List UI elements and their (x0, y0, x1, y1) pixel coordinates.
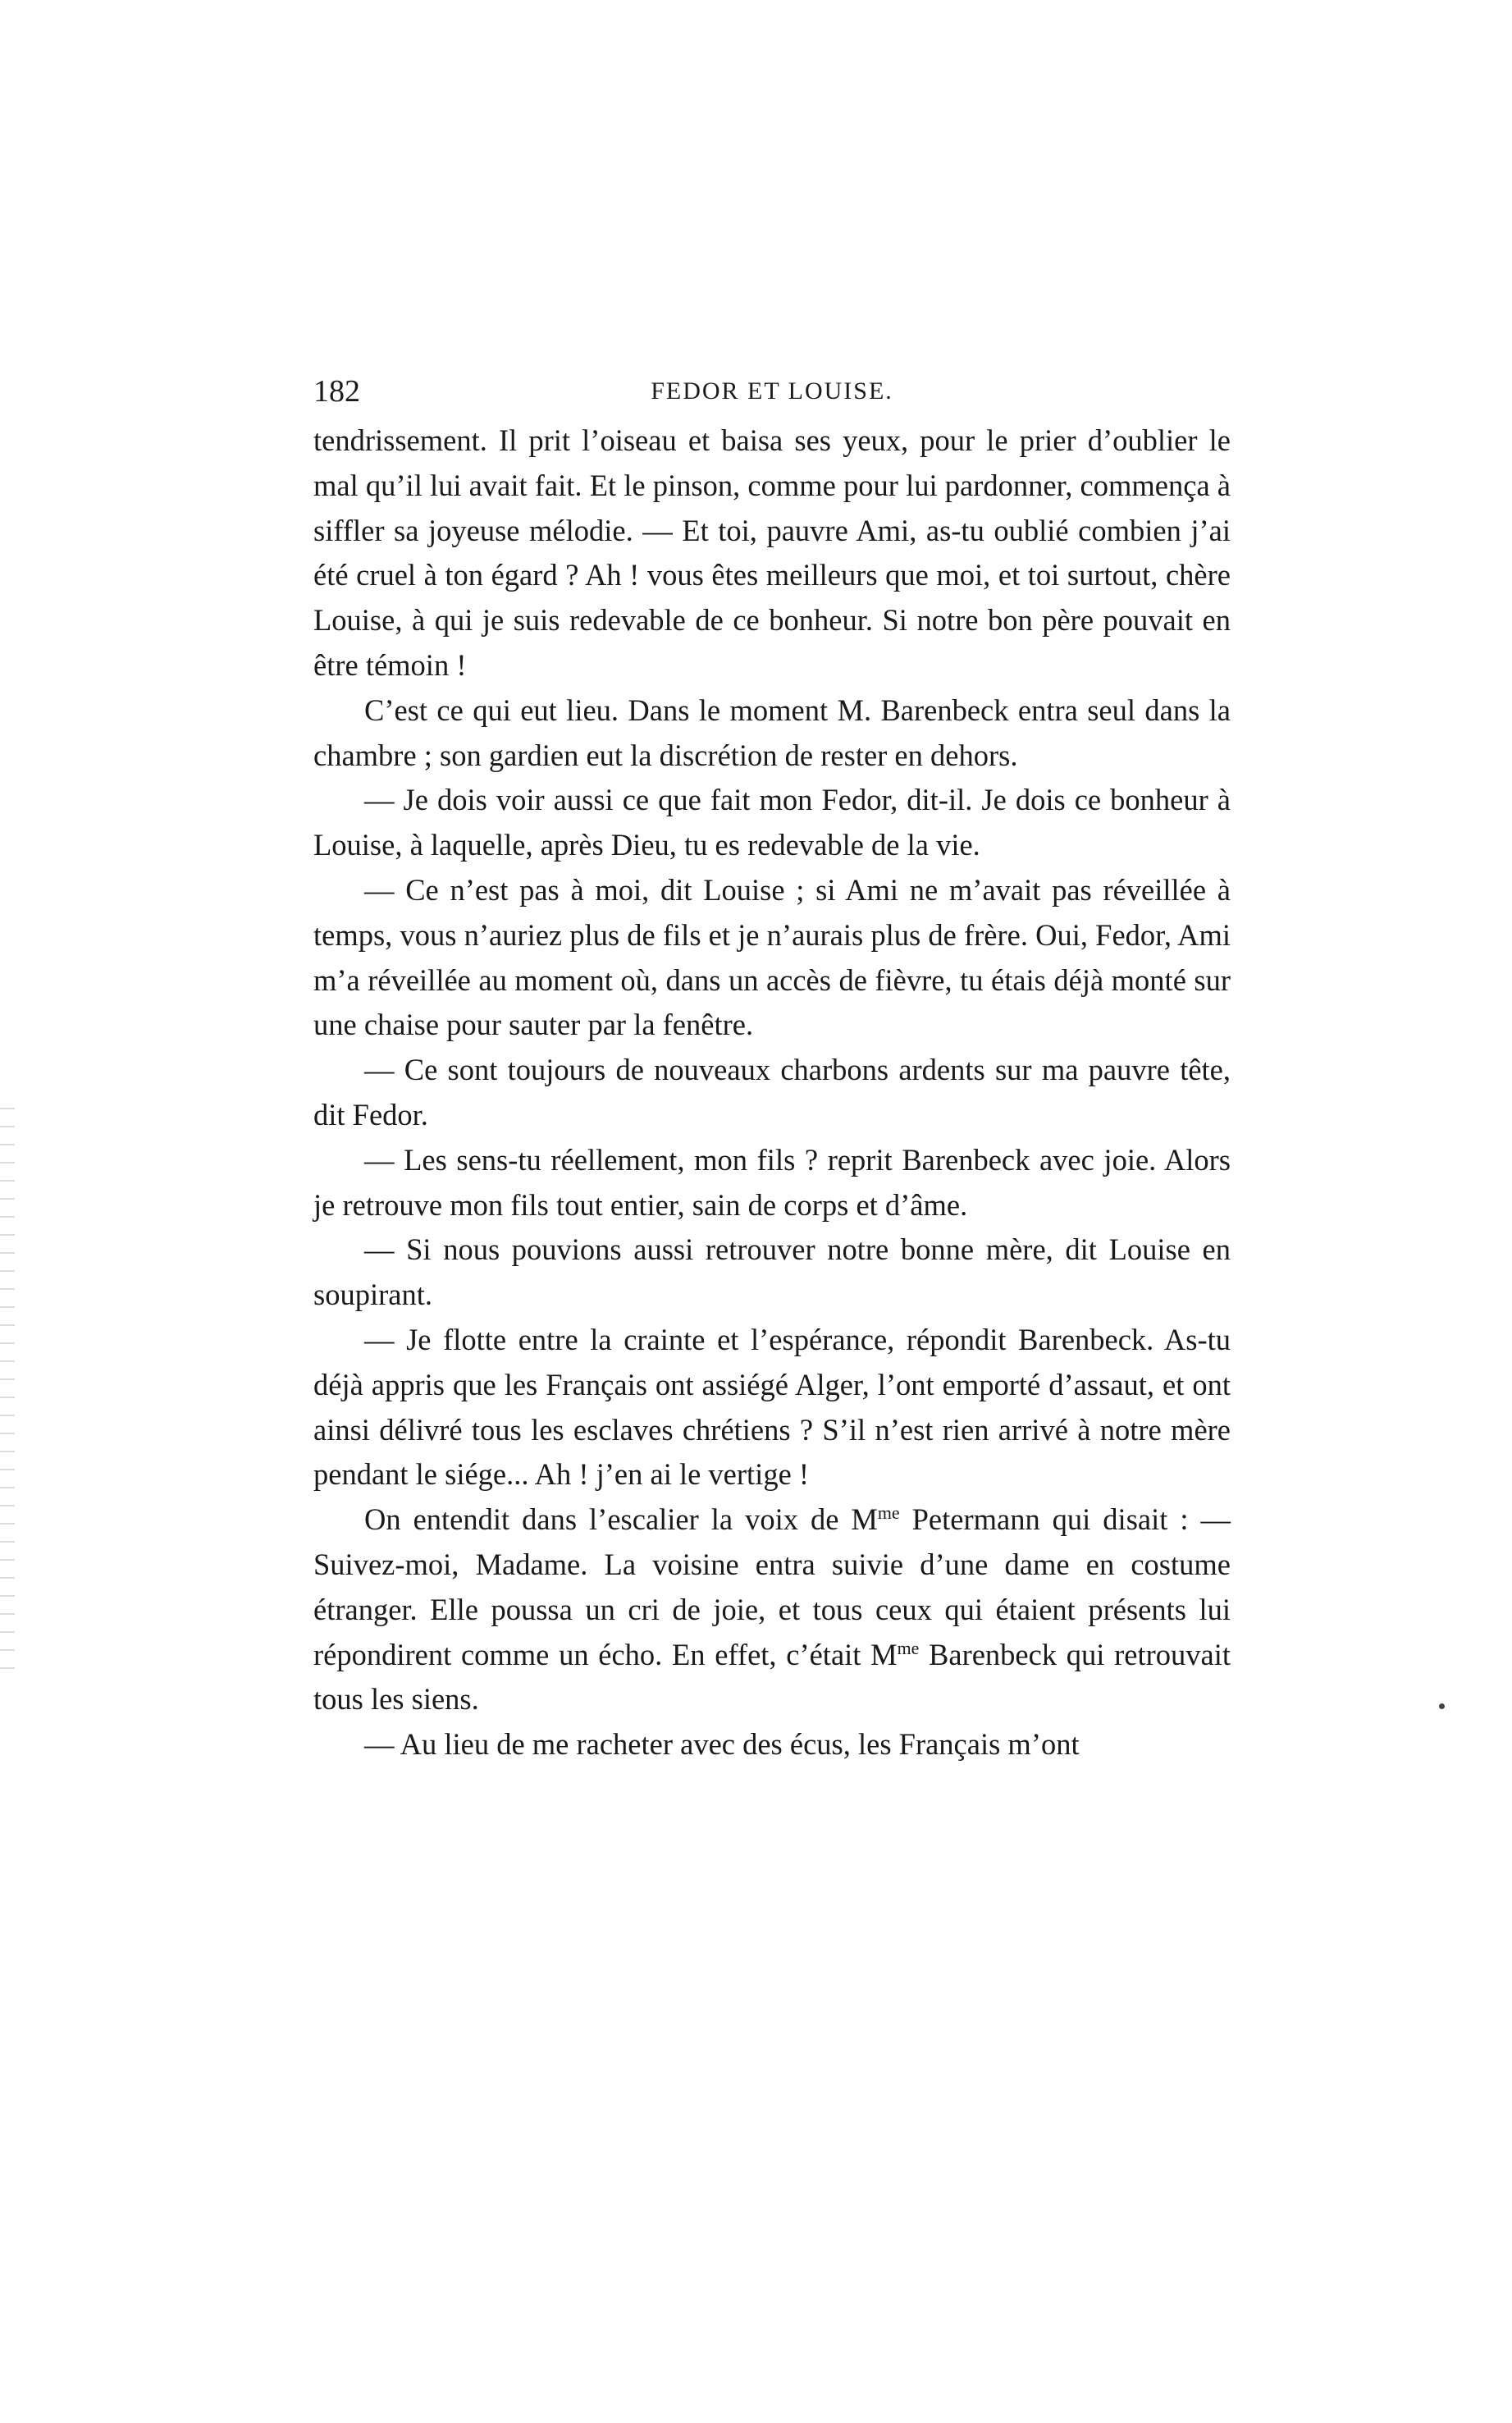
body-text (313, 418, 1231, 1767)
page-header (313, 371, 1231, 412)
paragraph (313, 1722, 1231, 1767)
paragraph (313, 1497, 1231, 1722)
paragraph-text: C’est ce qui eut lieu. Dans le moment M. Barenbeck entra seul dans la chambre ; son gardien eut la discrétion de rester en dehors. (313, 693, 1231, 772)
paragraph (313, 1228, 1231, 1318)
paragraph-text: Petermann qui disait : — Suivez-moi, Madame. La voisine entra suivie d’une dame en costume étranger. Elle poussa un cri de joie, et tous ceux qui étaient présents lui répondirent comme un écho. En effet, c’était M (313, 1502, 1231, 1671)
running-title: FEDOR ET LOUISE. (651, 377, 893, 405)
superscript: me (897, 1637, 920, 1658)
paragraph-text: — Ce sont toujours de nouveaux charbons ardents sur ma pauvre tête, dit Fedor. (313, 1053, 1231, 1131)
page-number: 182 (313, 374, 360, 409)
ink-speck (1439, 1703, 1445, 1709)
paragraph-text: — Au lieu de me racheter avec des écus, les Français m’ont (364, 1727, 1080, 1762)
paragraph-text: — Ce n’est pas à moi, dit Louise ; si Ami ne m’avait pas réveillée à temps, vous n’auriez plus de fils et je n’aurais plus de frère. Oui, Fedor, Ami m’a réveillée au moment où, dans un accès de fièvre, tu étais déjà monté sur une chaise pour sauter par la fenêtre. (313, 872, 1231, 1042)
paragraph-text: — Je flotte entre la crainte et l’espérance, répondit Barenbeck. As-tu déjà appris que les Français ont assiégé Alger, l’ont emporté d’assaut, et ont ainsi délivré tous les esclaves chrétiens ? S’il n’est rien arrivé à notre mère pendant le siége... Ah ! j’en ai le vertige ! (313, 1322, 1231, 1492)
paragraph-text: On entendit dans l’escalier la voix de M (364, 1502, 878, 1537)
paragraph (313, 1048, 1231, 1138)
paragraph (313, 1138, 1231, 1228)
paragraph (313, 1318, 1231, 1497)
paragraph-text: — Les sens-tu réellement, mon fils ? reprit Barenbeck avec joie. Alors je retrouve mon fils tout entier, sain de corps et d’âme. (313, 1142, 1231, 1222)
paragraph (313, 418, 1231, 688)
superscript: me (877, 1502, 900, 1523)
paragraph-text: — Je dois voir aussi ce que fait mon Fedor, dit-il. Je dois ce bonheur à Louise, à laquelle, après Dieu, tu es redevable de la vie. (313, 783, 1231, 862)
paragraph (313, 778, 1231, 868)
paragraph (313, 688, 1231, 779)
scan-margin-artifact (0, 1108, 15, 1682)
paragraph-text: Barenbeck qui retrouvait tous les siens. (313, 1637, 1231, 1717)
paragraph (313, 868, 1231, 1048)
paragraph-text: tendrissement. Il prit l’oiseau et baisa ses yeux, pour le prier d’oublier le mal qu’il lui avait fait. Et le pinson, comme pour lui pardonner, commença à siffler sa joyeuse mélodie. — Et toi, pauvre Ami, as-tu oublié combien j’ai été cruel à ton égard ? Ah ! vous êtes meilleurs que moi, et toi surtout, chère Louise, à qui je suis redevable de ce bonheur. Si notre bon père pouvait en être témoin ! (313, 423, 1231, 682)
paragraph-text: — Si nous pouvions aussi retrouver notre bonne mère, dit Louise en soupirant. (313, 1232, 1231, 1312)
